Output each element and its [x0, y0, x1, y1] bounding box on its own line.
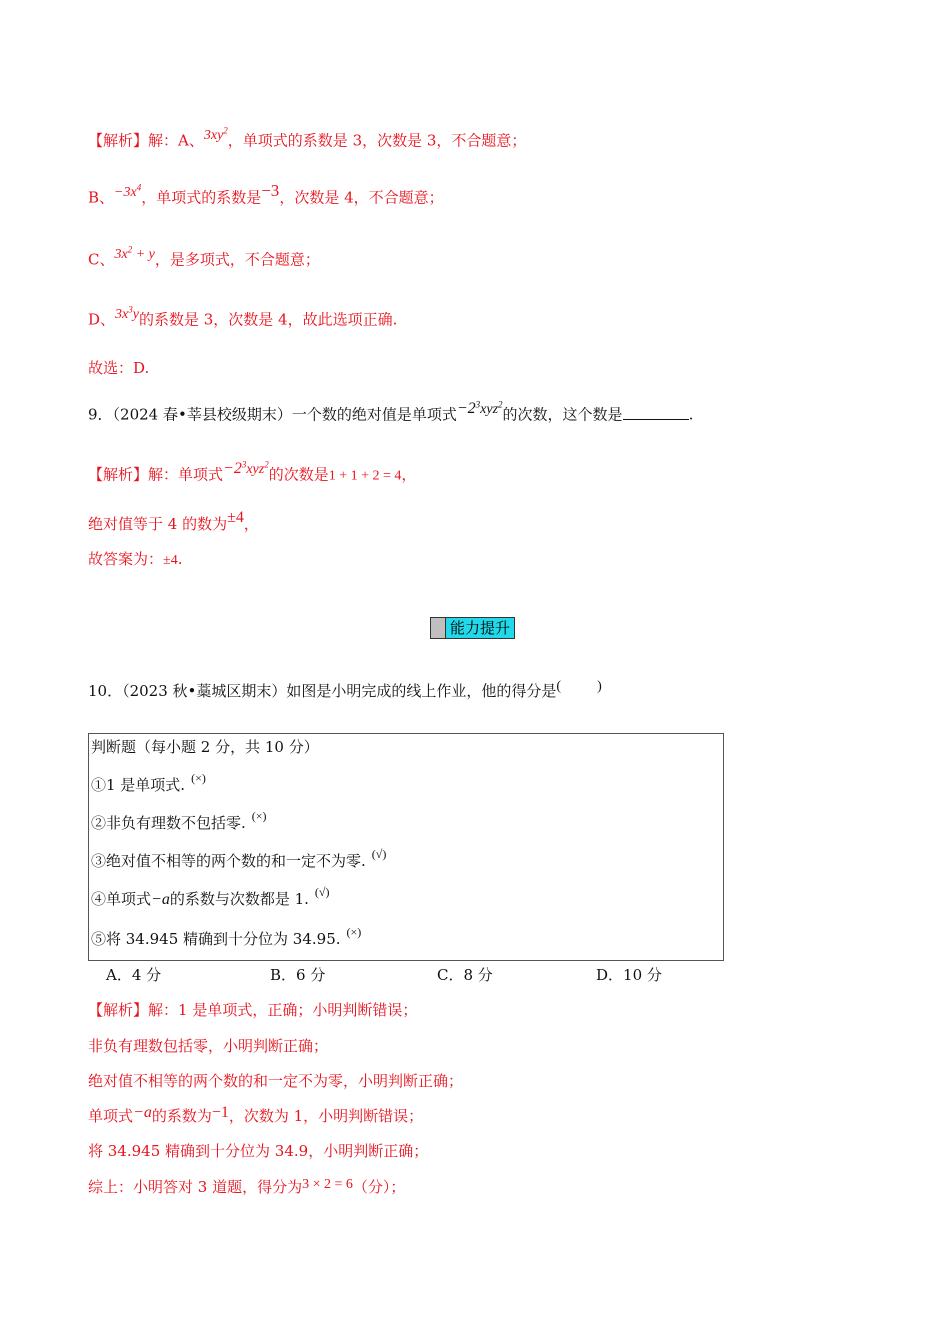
- analysis-tag: 【解析】: [88, 1001, 149, 1019]
- math-expr: $3x^3y$: [115, 304, 139, 322]
- q9-analysis: 【解析】解：单项式$-2^3xyz^2$的次数是1 + 1 + 2 = 4，: [88, 459, 417, 484]
- judge-item: ④单项式−a的系数与次数都是 1. (√): [91, 885, 330, 908]
- section-title-badge: [430, 617, 515, 639]
- math-expr: ±4: [163, 553, 178, 568]
- option-c[interactable]: C．8 分: [437, 966, 493, 984]
- q10-analysis-l3: 绝对值不相等的两个数的和一定不为零，小明判断正确；: [88, 1072, 464, 1090]
- question-source: （2024 春•莘县校级期末）: [112, 405, 292, 424]
- math-expr: $3x^2 + y$: [114, 244, 155, 262]
- math-expr: 1 + 1 + 2 = 4: [328, 468, 402, 484]
- mark-wrong: (×): [346, 925, 362, 939]
- option-d[interactable]: D．10 分: [596, 966, 662, 984]
- math-expr: −a: [151, 891, 170, 908]
- homework-box: [88, 733, 724, 961]
- mark-wrong: (×): [251, 809, 267, 823]
- math-expr: $-2^3xyz^2$: [223, 459, 269, 477]
- q10-analysis-l2: 非负有理数包括零，小明判断正确；: [88, 1037, 329, 1055]
- section-marker-icon: [431, 618, 446, 638]
- mark-right: (√): [371, 847, 387, 861]
- math-expr: 3 × 2 = 6: [302, 1177, 353, 1192]
- q8-answer: 故选：D.: [88, 359, 150, 377]
- analysis-tag: 【解析】: [88, 131, 149, 150]
- math-expr: −3: [261, 180, 280, 200]
- analysis-tag: 【解析】: [88, 465, 149, 484]
- option-a[interactable]: A．4 分: [106, 966, 162, 984]
- q10-analysis-l1: 【解析】解：1 是单项式，正确；小明判断错误；: [88, 1001, 418, 1019]
- q8-analysis-a: 【解析】解：A、$3xy^2$，单项式的系数是 3，次数是 3，不合题意；: [88, 125, 527, 150]
- q8-analysis-d: D、$3x^3y$的系数是 3，次数是 4，故此选项正确.: [88, 304, 398, 329]
- judge-item: ⑤将 34.945 精确到十分位为 34.95. (×): [91, 925, 362, 948]
- option-b[interactable]: B．6 分: [270, 966, 326, 984]
- q10-stem: 10．（2023 秋•藁城区期末）如图是小明完成的线上作业，他的得分是( ): [88, 680, 598, 704]
- q9-analysis-line2: 绝对值等于 4 的数为±4，: [88, 509, 259, 533]
- math-expr: −1: [211, 1104, 229, 1121]
- q8-analysis-c: C、$3x^2 + y$，是多项式，不合题意；: [88, 244, 320, 269]
- judge-item: ①1 是单项式. (×): [91, 771, 206, 794]
- question-number: 9．: [88, 405, 113, 424]
- math-expr: ±4: [227, 509, 244, 526]
- section-title: 能力提升: [446, 618, 514, 638]
- answer-paren[interactable]: ( ): [556, 679, 602, 694]
- q9-analysis-line3: 故答案为：±4.: [88, 550, 183, 568]
- question-source: （2023 秋•藁城区期末）: [122, 682, 287, 700]
- judge-item: ②非负有理数不包括零. (×): [91, 809, 267, 832]
- mark-right: (√): [314, 885, 330, 899]
- answer-blank[interactable]: [623, 405, 689, 420]
- math-expr: $3xy^2$: [203, 125, 228, 143]
- judge-item: ③绝对值不相等的两个数的和一定不为零. (√): [91, 847, 387, 870]
- math-expr: −a: [133, 1104, 152, 1121]
- q10-analysis-l4: 单项式−a的系数为−1，次数为 1，小明判断错误；: [88, 1104, 424, 1125]
- q10-analysis-l6: 综上：小明答对 3 道题，得分为3 × 2 = 6（分）；: [88, 1177, 406, 1196]
- math-expr: $-3x^4$: [114, 182, 142, 200]
- q10-analysis-l5: 将 34.945 精确到十分位为 34.9，小明判断正确；: [88, 1142, 429, 1160]
- q9-stem: 9．（2024 春•莘县校级期末）一个数的绝对值是单项式$-2^3xyz^2$的次数，这个数是 .: [88, 399, 694, 424]
- question-number: 10．: [88, 682, 123, 700]
- q8-analysis-b: B、$-3x^4$，单项式的系数是−3，次数是 4，不合题意；: [88, 180, 444, 207]
- mark-wrong: (×): [191, 771, 206, 785]
- math-expr: $-2^3xyz^2$: [456, 399, 503, 417]
- box-title: 判断题（每小题 2 分，共 10 分）: [91, 738, 319, 756]
